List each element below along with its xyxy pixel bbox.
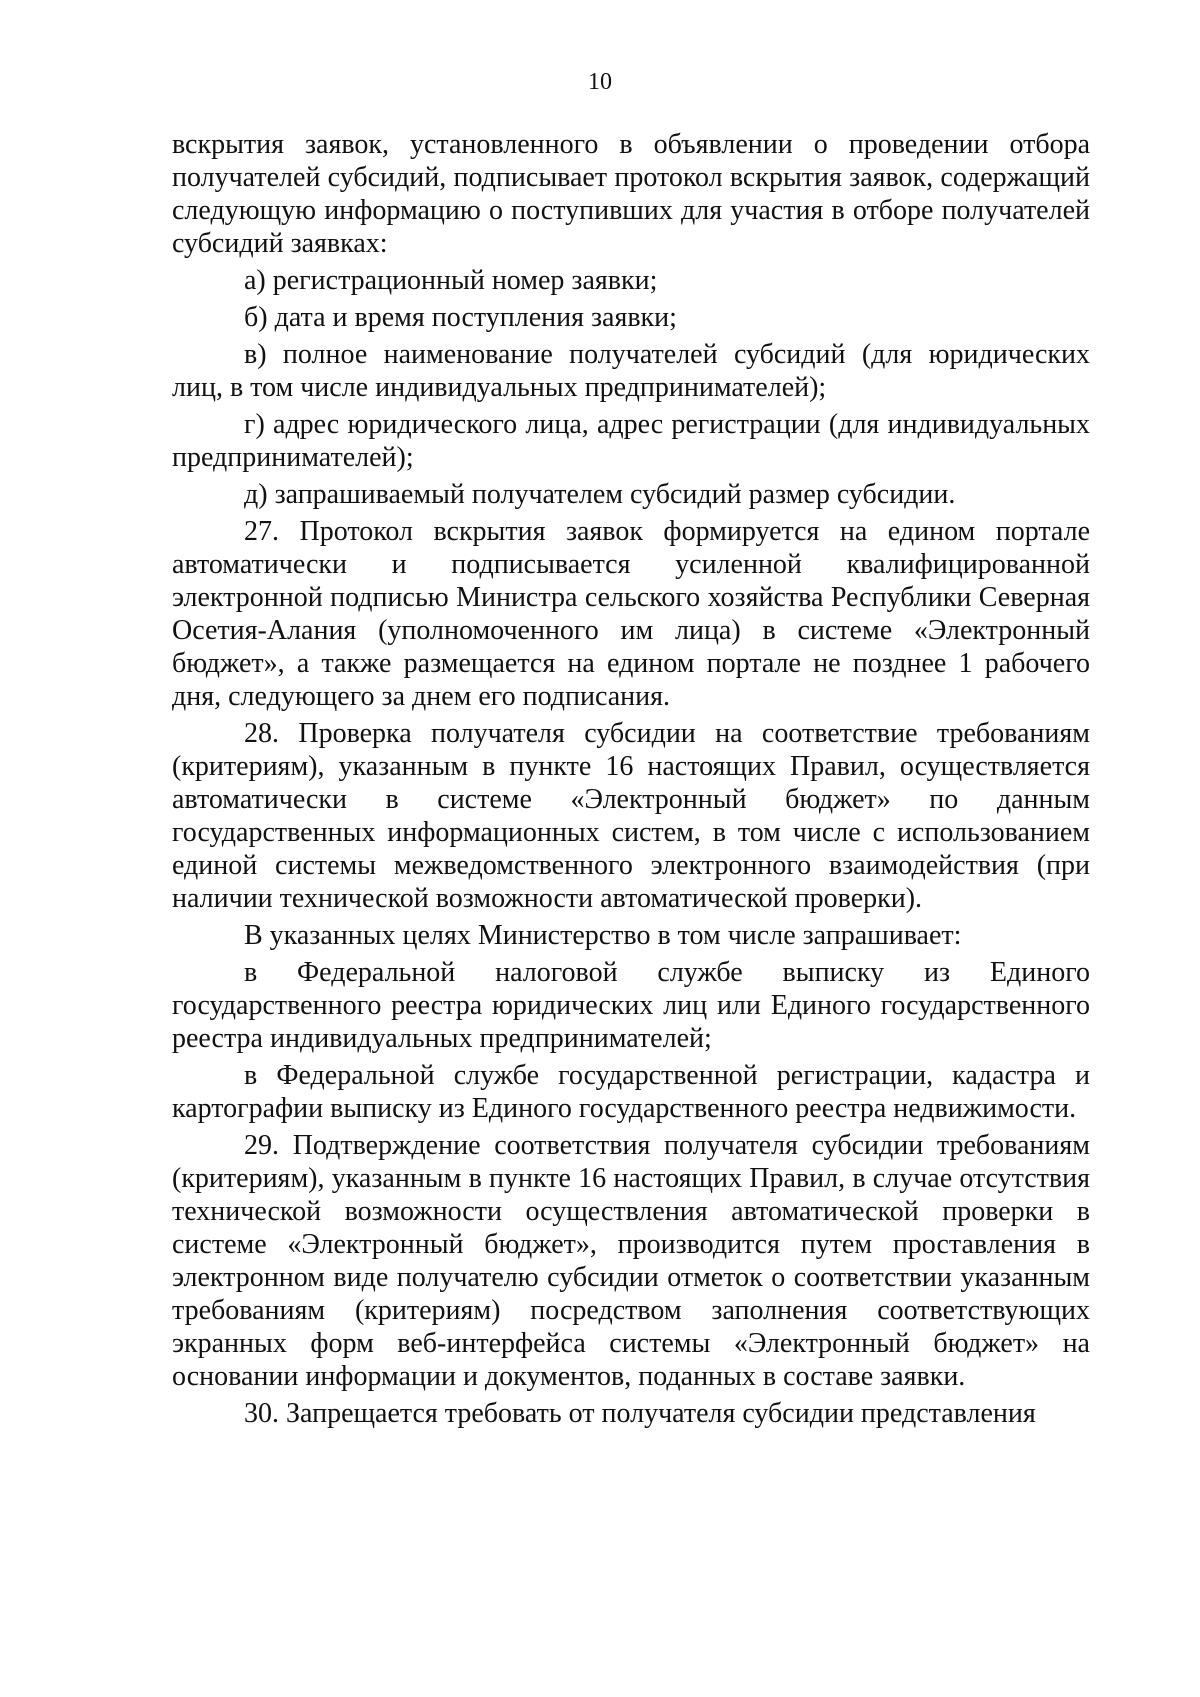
page-number: 10 [588, 69, 612, 95]
list-item-b: б) дата и время поступления заявки; [244, 302, 677, 333]
paragraph-continuation: вскрытия заявок, установленного в объявлении о проведении отбора получателей субсидий, подписывает протокол вскрытия заявок, содержащий следующую информацию о поступивших для участия в отборе получателей субсидий заявках: [172, 129, 1090, 259]
list-item-a: а) регистрационный номер заявки; [244, 265, 658, 296]
clause-29: 29. Подтверждение соответствия получателя субсидии требованиям (критериям), указанным в пункте 16 настоящих Правил, в случае отсутствия технической возможности осуществления автоматической проверки в системе «Электронный бюджет», производится путем проставления в электронном виде получателю субсидии отметок о соответствии указанным требованиям (критериям) посредством заполнения соответствующих экранных форм веб-интерфейса системы «Электронный бюджет» на основании информации и документов, поданных в составе заявки. [172, 1130, 1090, 1392]
list-item-d: д) запрашиваемый получателем субсидий размер субсидии. [244, 479, 956, 510]
clause-28-registry-service: в Федеральной службе государственной регистрации, кадастра и картографии выписку из Единого государственного реестра недвижимости. [172, 1060, 1090, 1124]
list-item-v: в) полное наименование получателей субсидий (для юридических лиц, в том числе индивидуальных предпринимателей); [172, 339, 1090, 403]
list-item-g: г) адрес юридического лица, адрес регистрации (для индивидуальных предпринимателей); [172, 409, 1090, 473]
clause-27: 27. Протокол вскрытия заявок формируется на едином портале автоматически и подписывается усиленной квалифицированной электронной подписью Министра сельского хозяйства Республики Северная Осетия-Алания (уполномоченного им лица) в системе «Электронный бюджет», а также размещается на едином портале не позднее 1 рабочего дня, следующего за днем его подписания. [172, 516, 1090, 712]
clause-28-purpose: В указанных целях Министерство в том числе запрашивает: [244, 920, 962, 951]
clause-30: 30. Запрещается требовать от получателя субсидии представления [244, 1398, 1036, 1429]
clause-28-tax-service: в Федеральной налоговой службе выписку из Единого государственного реестра юридических лиц или Единого государственного реестра индивидуальных предпринимателей; [172, 957, 1090, 1054]
document-body [172, 128, 1090, 1434]
clause-28: 28. Проверка получателя субсидии на соответствие требованиям (критериям), указанным в пункте 16 настоящих Правил, осуществляется автоматически в системе «Электронный бюджет» по данным государственных информационных систем, в том числе с использованием единой системы межведомственного электронного взаимодействия (при наличии технической возможности автоматической проверки). [172, 718, 1090, 914]
